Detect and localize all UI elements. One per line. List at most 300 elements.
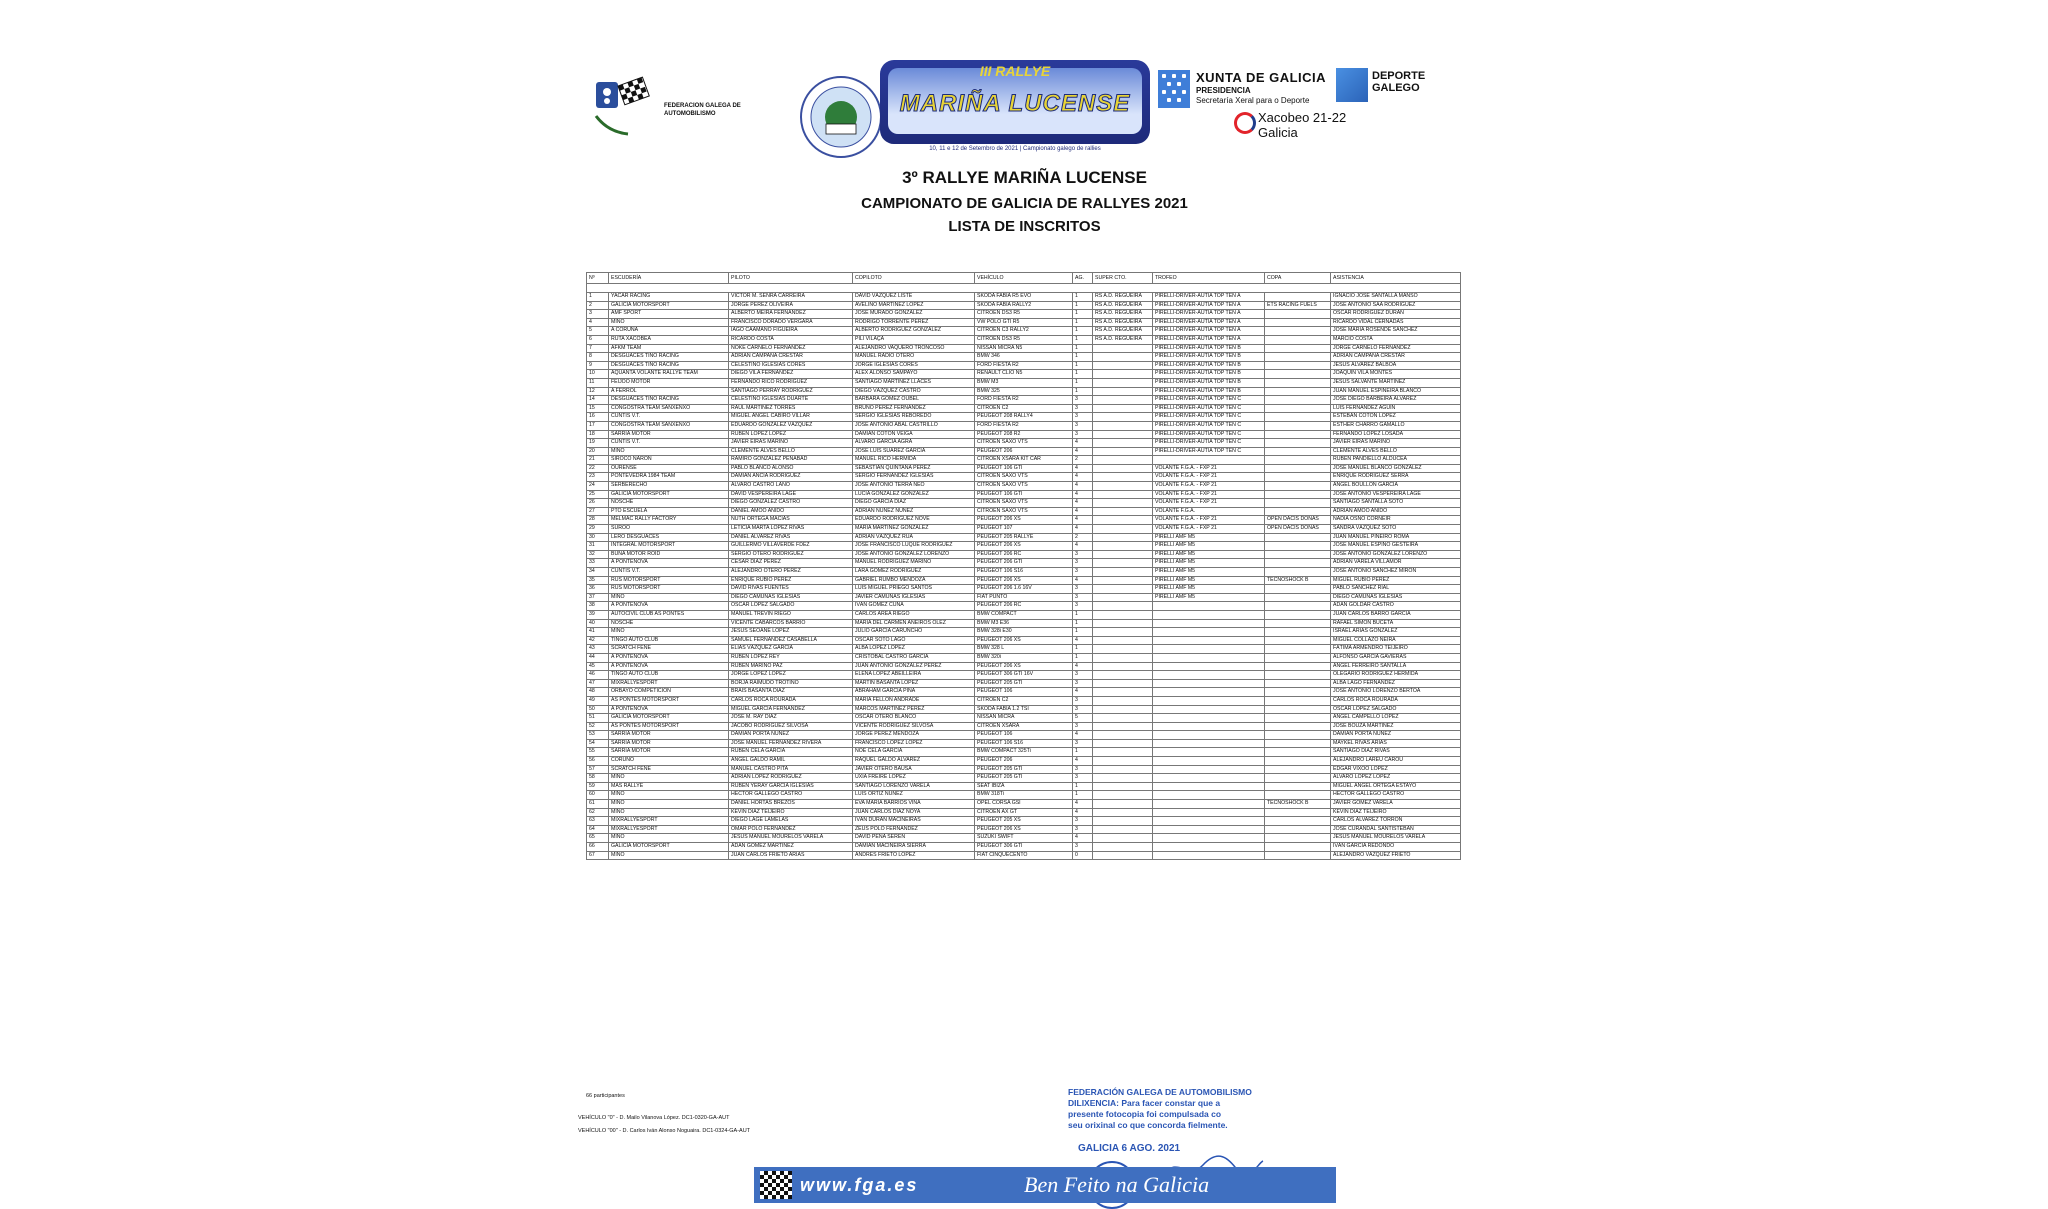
table-cell [1153, 774, 1265, 783]
table-cell: 1 [1073, 370, 1093, 379]
table-cell: DIEGO GARCÍA DÍAZ [853, 499, 975, 508]
table-cell [1093, 714, 1153, 723]
table-cell: PEUGEOT 205 GTI [975, 774, 1073, 783]
table-cell: 1 [1073, 619, 1093, 628]
table-cell [1265, 602, 1331, 611]
table-cell [1093, 722, 1153, 731]
column-header: VEHÍCULO [975, 273, 1073, 284]
table-cell: 4 [1073, 542, 1093, 551]
table-cell: DAVID VÁZQUEZ LISTE [853, 293, 975, 302]
table-cell: 17 [587, 421, 609, 430]
table-cell: 67 [587, 851, 609, 860]
table-cell: JOSÉ ANTONIO TERRA NEO [853, 482, 975, 491]
table-cell: 24 [587, 482, 609, 491]
table-cell: 3 [1073, 774, 1093, 783]
table-cell: JUAN MANUEL PIÑEIRO ROMA [1331, 533, 1461, 542]
table-cell: DAMIÁN COTÓN VEIGA [853, 430, 975, 439]
table-cell [1265, 757, 1331, 766]
table-row [587, 610, 1461, 619]
table-cell [1093, 800, 1153, 809]
table-cell: 3 [1073, 585, 1093, 594]
table-cell: 52 [587, 722, 609, 731]
table-cell: PIRELLI AMF M5 [1153, 593, 1265, 602]
table-cell: ADRIAN CAMPAÑA CRESTAR [1331, 353, 1461, 362]
table-row [587, 482, 1461, 491]
table-cell: 57 [587, 765, 609, 774]
table-cell: KEVIN DÍAZ TEIJEIRO [729, 808, 853, 817]
table-row [587, 628, 1461, 637]
table-cell: NUTH ORTEGA MACIAS [729, 516, 853, 525]
table-cell [1153, 456, 1265, 465]
table-cell [1153, 645, 1265, 654]
table-cell: JORGE CARNELO FERNÁNDEZ [1331, 344, 1461, 353]
table-cell: RUBEN PANDIELLO ALDUCEA [1331, 456, 1461, 465]
table-cell [1093, 688, 1153, 697]
table-cell: MIÑO [609, 791, 729, 800]
table-cell [1265, 791, 1331, 800]
table-cell [1153, 714, 1265, 723]
table-cell: FORD FIESTA R2 [975, 421, 1073, 430]
table-cell: VICTOR M. SENRA CARREIRA [729, 293, 853, 302]
table-cell: PEUGEOT 206 [975, 757, 1073, 766]
table-cell: PEUGEOT 206 XS [975, 542, 1073, 551]
table-row [587, 808, 1461, 817]
fga-crest-icon [588, 72, 658, 142]
document-title: 3º RALLYE MARIÑA LUCENSE [902, 168, 1147, 187]
table-row [587, 310, 1461, 319]
table-cell: ANDRÉS FRIETO LÓPEZ [853, 851, 975, 860]
table-cell: PIRELLI-DRIVER-AUTIA TOP TEN B [1153, 387, 1265, 396]
table-cell: EVA MARÍA BARRIOS VIÑA [853, 800, 975, 809]
table-cell: ADRIAN VARELA VILLAMOR [1331, 559, 1461, 568]
table-cell [1265, 293, 1331, 302]
table-cell [1265, 387, 1331, 396]
table-cell: RICARDO COSTA [729, 335, 853, 344]
table-cell: ANGEL GALDO RAMIL [729, 757, 853, 766]
table-cell [1153, 671, 1265, 680]
deporte-galego-logo [1336, 68, 1456, 108]
table-cell: PEUGEOT 208 R2 [975, 430, 1073, 439]
table-cell [1265, 568, 1331, 577]
table-cell: AS PONTES MOTORSPORT [609, 696, 729, 705]
table-cell [1093, 636, 1153, 645]
vehicle-double-zero-note: VEHÍCULO "00" - D. Carlos Iván Alonso Noguaira. DC1-0324-GA-AUT [578, 1128, 751, 1134]
table-cell: 3 [1073, 550, 1093, 559]
table-row [587, 327, 1461, 336]
table-cell: NOKE CARNELO FERNÁNDEZ [729, 344, 853, 353]
table-cell: EDGAR VIXOO LÓPEZ [1331, 765, 1461, 774]
table-cell: CITROËN SAXO VTS [975, 499, 1073, 508]
table-cell [1093, 447, 1153, 456]
table-cell: 3 [1073, 671, 1093, 680]
table-cell [1265, 353, 1331, 362]
table-cell: DIEGO LAGE LAMELAS [729, 817, 853, 826]
table-cell: 3 [587, 310, 609, 319]
table-cell: 42 [587, 636, 609, 645]
table-cell [1153, 688, 1265, 697]
table-cell: ALFONSO GARCÍA GAVIERAS [1331, 653, 1461, 662]
table-cell: 40 [587, 619, 609, 628]
table-cell: MANUEL RODRÍGUEZ MARIÑO [853, 559, 975, 568]
table-cell: ÓSCAR LÓPEZ SALGADO [729, 602, 853, 611]
table-cell: CITROËN DS3 R5 [975, 310, 1073, 319]
table-row [587, 825, 1461, 834]
table-cell: OSCAR RODRÍGUEZ DURÁN [1331, 310, 1461, 319]
table-cell: 1 [1073, 748, 1093, 757]
table-cell: RUBÉN MARIÑO PAZ [729, 662, 853, 671]
table-cell: CUNTIS V.T. [609, 568, 729, 577]
table-cell [1265, 335, 1331, 344]
table-cell: SEAT IBIZA [975, 782, 1073, 791]
table-cell [1265, 482, 1331, 491]
table-cell: SEBASTIÁN QUINTANA PÉREZ [853, 464, 975, 473]
table-cell: CITROËN SAXO VTS [975, 507, 1073, 516]
table-cell [1265, 327, 1331, 336]
table-cell: MARÍA FELLÓN ANDRADE [853, 696, 975, 705]
table-cell: 5 [1073, 714, 1093, 723]
table-cell [1093, 671, 1153, 680]
table-cell: 18 [587, 430, 609, 439]
table-cell: JOSÉ BOUZA MARTÍNEZ [1331, 722, 1461, 731]
table-cell: 3 [1073, 843, 1093, 852]
table-spacer-row [587, 284, 1461, 293]
table-cell: 3 [1073, 568, 1093, 577]
table-cell: RS A.D. REGUEIRA [1093, 301, 1153, 310]
table-cell: DIEGO VÁZQUEZ CASTRO [853, 387, 975, 396]
table-cell: RS A.D. REGUEIRA [1093, 327, 1153, 336]
table-cell: 62 [587, 808, 609, 817]
table-cell: NOSCHE [609, 619, 729, 628]
table-cell [1093, 559, 1153, 568]
table-cell: 4 [1073, 757, 1093, 766]
table-row [587, 800, 1461, 809]
table-cell: BÁRBARA GÓMEZ OUBEL [853, 396, 975, 405]
footer-url: www.fga.es [800, 1175, 919, 1195]
table-cell: SERGIO IGLESIAS REBOREDO [853, 413, 975, 422]
table-cell: JOSÉ ANTONIO SAA RODRÍGUEZ [1331, 301, 1461, 310]
table-row [587, 568, 1461, 577]
table-cell: A PONTENOVA [609, 602, 729, 611]
table-cell: DIEGO CAMUÑAS IGLESIAS [729, 593, 853, 602]
table-cell: LETICIA MARTA LÓPEZ RIVAS [729, 525, 853, 534]
table-cell: PIRELLI AMF M5 [1153, 542, 1265, 551]
table-cell: FERNANDO RICO RODRÍGUEZ [729, 378, 853, 387]
table-cell: 34 [587, 568, 609, 577]
table-cell: IAGO CAAMAÑO FIGUEIRA [729, 327, 853, 336]
table-row [587, 782, 1461, 791]
table-cell: SERGIO FERNÁNDEZ IGLESIAS [853, 473, 975, 482]
table-cell: 60 [587, 791, 609, 800]
table-cell: PEUGEOT 206 XS [975, 662, 1073, 671]
table-cell [1093, 628, 1153, 637]
participants-count: 66 participantes [586, 1093, 625, 1099]
table-cell: ALEJANDRO VÁZQUEZ FRIETO [1331, 851, 1461, 860]
table-cell: DAVID VESPEREIRA LAGE [729, 490, 853, 499]
table-cell: NADIA OSNO CORNEIR [1331, 516, 1461, 525]
table-cell: 47 [587, 679, 609, 688]
table-cell: OURENSE [609, 464, 729, 473]
table-cell: ABRAHAM GARCÍA PIÑA [853, 688, 975, 697]
table-cell [1153, 791, 1265, 800]
table-cell: BMW M3 E36 [975, 619, 1073, 628]
table-cell: ALBERTO RODRÍGUEZ GONZÁLEZ [853, 327, 975, 336]
table-cell: PIRELLI-DRIVER-AUTIA TOP TEN A [1153, 318, 1265, 327]
table-cell: 27 [587, 507, 609, 516]
table-cell: CARLOS ROCA ROURADA [729, 696, 853, 705]
table-cell: 3 [1073, 559, 1093, 568]
table-cell: 32 [587, 550, 609, 559]
table-cell: JOSÉ DIEGO BARBEIRA ÁLVAREZ [1331, 396, 1461, 405]
table-cell [1265, 774, 1331, 783]
table-cell [1093, 353, 1153, 362]
table-cell [1093, 679, 1153, 688]
table-cell: KEVIN DÍAZ TEIJEIRO [1331, 808, 1461, 817]
deporte-line2: GALEGO [1372, 82, 1420, 94]
table-cell: YACAR RACING [609, 293, 729, 302]
stamp-line-3: presente fotocopia foi compulsada co [1068, 1109, 1222, 1119]
table-cell: 25 [587, 490, 609, 499]
table-cell: 12 [587, 387, 609, 396]
table-cell: PEUGEOT 206 XS [975, 825, 1073, 834]
table-cell: ÁNGEL BOULLÓN GARCÍA [1331, 482, 1461, 491]
table-cell [1265, 765, 1331, 774]
table-cell: CARLOS AREA RIEGO [853, 610, 975, 619]
table-row [587, 301, 1461, 310]
table-cell [1093, 593, 1153, 602]
table-cell: IVÁN DURÁN MACÍÑEIRAS [853, 817, 975, 826]
table-cell: PIRELLI-DRIVER-AUTIA TOP TEN B [1153, 361, 1265, 370]
table-cell: MARCIO COSTA [1331, 335, 1461, 344]
table-cell: 23 [587, 473, 609, 482]
table-cell: 4 [1073, 482, 1093, 491]
table-cell: RAMIRO GONZÁLEZ PENABAD [729, 456, 853, 465]
table-cell: PEUGEOT 205 GTI [975, 679, 1073, 688]
table-cell: DESGUACES TINO RACING [609, 396, 729, 405]
table-cell: CONGOSTRA TEAM SANXENXO [609, 421, 729, 430]
table-cell: OMAR POLO FERNÁNDEZ [729, 825, 853, 834]
xunta-presidencia: PRESIDENCIA [1196, 86, 1251, 95]
table-cell: A PONTENOVA [609, 662, 729, 671]
table-cell [1093, 619, 1153, 628]
table-cell: PIRELLI-DRIVER-AUTIA TOP TEN B [1153, 353, 1265, 362]
table-cell: 3 [1073, 413, 1093, 422]
table-cell: BMW 346 [975, 353, 1073, 362]
rally-badge [880, 60, 1150, 144]
table-cell [1265, 593, 1331, 602]
table-cell: JOSÉ LUIS SUÁREZ GARCÍA [853, 447, 975, 456]
table-cell: RUBÉN LÓPEZ REY [729, 653, 853, 662]
table-cell: MARÍA DEL CARMEN ANEIROS OLEZ [853, 619, 975, 628]
table-cell [1265, 439, 1331, 448]
table-cell: 1 [1073, 344, 1093, 353]
table-cell: SKODA FABIA RALLY2 [975, 301, 1073, 310]
table-cell: GALICIA MOTORSPORT [609, 490, 729, 499]
table-cell [1265, 361, 1331, 370]
table-cell [1153, 800, 1265, 809]
table-cell: A PONTENOVA [609, 705, 729, 714]
table-cell: OPEL CORSA GSI [975, 800, 1073, 809]
table-cell [1093, 705, 1153, 714]
table-cell: PILI VILAÇA [853, 335, 975, 344]
table-cell: JOSÉ ANTONIO GONZÁLEZ LORENZO [1331, 550, 1461, 559]
table-cell: PTO ESCUELA [609, 507, 729, 516]
table-cell: RAUL MARTÍNEZ TORRES [729, 404, 853, 413]
table-cell: ALEX ALONSO SAMPAYO [853, 370, 975, 379]
table-cell: 4 [1073, 447, 1093, 456]
table-row [587, 696, 1461, 705]
table-row [587, 387, 1461, 396]
table-cell: AUTOCIVIL CLUB AS PONTES [609, 610, 729, 619]
footer-banner [754, 1167, 1336, 1203]
table-cell: 4 [1073, 636, 1093, 645]
championship-title: CAMPIONATO DE GALICIA DE RALLYES 2021 [861, 195, 1188, 212]
table-cell: 1 [1073, 301, 1093, 310]
table-cell: 0 [1073, 851, 1093, 860]
table-cell: ISRAEL ARIAS GONZÁLEZ [1331, 628, 1461, 637]
table-cell [1265, 310, 1331, 319]
table-cell: VOLANTE F.G.A. - FXP 21 [1153, 516, 1265, 525]
table-cell: JUAN CARLOS BARRO GARCÍA [1331, 610, 1461, 619]
table-cell: RENAULT CLIO N5 [975, 370, 1073, 379]
table-cell: 3 [1073, 679, 1093, 688]
table-cell [1093, 757, 1153, 766]
table-cell: ADRIÁN VÁZQUEZ RÚA [853, 533, 975, 542]
table-cell: JORGE PÉREZ MENDOZA [853, 731, 975, 740]
table-cell: JORGE PÉREZ OLIVEIRA [729, 301, 853, 310]
table-cell: HÉCTOR GALLEGO CASTRO [1331, 791, 1461, 800]
table-cell: RS A.D. REGUEIRA [1093, 310, 1153, 319]
table-cell [1153, 851, 1265, 860]
table-cell: 49 [587, 696, 609, 705]
table-cell: ALEJANDRO OTERO PÉREZ [729, 568, 853, 577]
table-header-row [587, 273, 1461, 284]
table-row [587, 714, 1461, 723]
deporte-mark-icon [1336, 68, 1368, 102]
table-cell: 3 [1073, 765, 1093, 774]
table-row [587, 834, 1461, 843]
table-cell: 4 [1073, 473, 1093, 482]
table-cell: 15 [587, 404, 609, 413]
table-cell: 66 [587, 843, 609, 852]
table-cell: BMW 320i [975, 653, 1073, 662]
table-row [587, 413, 1461, 422]
table-cell: CORUÑO [609, 757, 729, 766]
table-cell: 1 [1073, 791, 1093, 800]
table-cell: CITROËN DS3 R5 [975, 335, 1073, 344]
rally-edition: III RALLYE [979, 63, 1051, 79]
table-cell: 14 [587, 396, 609, 405]
table-cell: VW POLO GTI R5 [975, 318, 1073, 327]
table-row [587, 473, 1461, 482]
table-cell: 3 [1073, 817, 1093, 826]
table-cell [1093, 739, 1153, 748]
table-cell: MIGUEL ANGEL CABIRO VILLAR [729, 413, 853, 422]
table-cell: VOLANTE F.G.A. [1153, 507, 1265, 516]
table-cell [1265, 739, 1331, 748]
table-cell: BMW 325 [975, 387, 1073, 396]
table-cell: PIRELLI-DRIVER-AUTIA TOP TEN A [1153, 310, 1265, 319]
table-cell [1153, 834, 1265, 843]
table-cell: MELMAC RALLY FACTORY [609, 516, 729, 525]
table-cell [1093, 817, 1153, 826]
table-cell: LARA GÓMEZ RODRÍGUEZ [853, 568, 975, 577]
table-cell: MANUEL TREVIN RIEGO [729, 610, 853, 619]
table-row [587, 688, 1461, 697]
table-cell [1153, 843, 1265, 852]
table-cell: PEUGEOT 306 GTI 16V [975, 671, 1073, 680]
table-cell: 3 [1073, 722, 1093, 731]
seal-icon [796, 72, 886, 162]
table-cell: JUAN CARLOS DÍAZ NOYA [853, 808, 975, 817]
table-cell: 19 [587, 439, 609, 448]
table-cell: SARRIA MOTOR [609, 748, 729, 757]
table-cell: SIROCO NARÓN [609, 456, 729, 465]
table-cell: PEUGEOT 206 [975, 447, 1073, 456]
table-cell: JOSÉ M. RAY DÍAZ [729, 714, 853, 723]
table-cell: 35 [587, 576, 609, 585]
table-row [587, 542, 1461, 551]
table-cell: ETS RACING FUELS [1265, 301, 1331, 310]
table-cell: PIRELLI-DRIVER-AUTIA TOP TEN C [1153, 421, 1265, 430]
table-cell: FORD FIESTA R2 [975, 361, 1073, 370]
table-cell: MIGUEL COLLAZO NEIRA [1331, 636, 1461, 645]
table-cell: PEUGEOT 208 RALLY4 [975, 413, 1073, 422]
table-cell: DAMIÁN MACIÑEIRA SIERRA [853, 843, 975, 852]
column-header: TROFEO [1153, 273, 1265, 284]
table-cell: ORBAYO COMPETICIÓN [609, 688, 729, 697]
table-cell: FÁTIMA ARMENDRO TEIJEIRO [1331, 645, 1461, 654]
table-cell: 3 [1073, 593, 1093, 602]
table-cell: CUNTIS V.T. [609, 439, 729, 448]
table-cell [1093, 645, 1153, 654]
document-page [578, 60, 1471, 1206]
deporte-line1: DEPORTE [1372, 70, 1426, 82]
table-cell [1093, 499, 1153, 508]
table-cell: DAVID RIVAS FUENTES [729, 585, 853, 594]
table-cell [1265, 447, 1331, 456]
table-cell: 5 [587, 327, 609, 336]
table-cell: PIRELLI-DRIVER-AUTIA TOP TEN C [1153, 439, 1265, 448]
table-cell: MIÑO [609, 808, 729, 817]
table-cell [1093, 533, 1153, 542]
table-cell: 4 [587, 318, 609, 327]
table-cell [1265, 825, 1331, 834]
table-cell: 3 [1073, 696, 1093, 705]
table-cell [1265, 696, 1331, 705]
table-row [587, 748, 1461, 757]
table-cell: 4 [1073, 662, 1093, 671]
table-cell [1093, 585, 1153, 594]
table-cell: JESÚS ÁLVAREZ BALBOA [1331, 361, 1461, 370]
table-cell: PABLO SANCHEZ RIAL [1331, 585, 1461, 594]
table-cell: SUZUKI SWIFT [975, 834, 1073, 843]
table-cell: SANTIAGO SANTALLA SOTO [1331, 499, 1461, 508]
xacobeo-logo [1234, 108, 1364, 148]
table-row [587, 817, 1461, 826]
table-cell: MAYKEL RIVAS ARIAS [1331, 739, 1461, 748]
table-cell: MANUEL RICO HERMIDA [853, 456, 975, 465]
table-row [587, 550, 1461, 559]
table-cell: 61 [587, 800, 609, 809]
table-cell [1265, 834, 1331, 843]
xunta-mark-icon [1158, 70, 1190, 108]
table-cell: BMW 318Ti [975, 791, 1073, 800]
table-cell: 8 [587, 353, 609, 362]
rally-name: MARIÑA LUCENSE [899, 90, 1131, 117]
table-cell: PIRELLI AMF M5 [1153, 559, 1265, 568]
table-cell: JOSÉ ANTONIO LORENZO BERTOA [1331, 688, 1461, 697]
stamp-line-1: FEDERACIÓN GALEGA DE AUTOMOBILISMO [1068, 1087, 1252, 1097]
